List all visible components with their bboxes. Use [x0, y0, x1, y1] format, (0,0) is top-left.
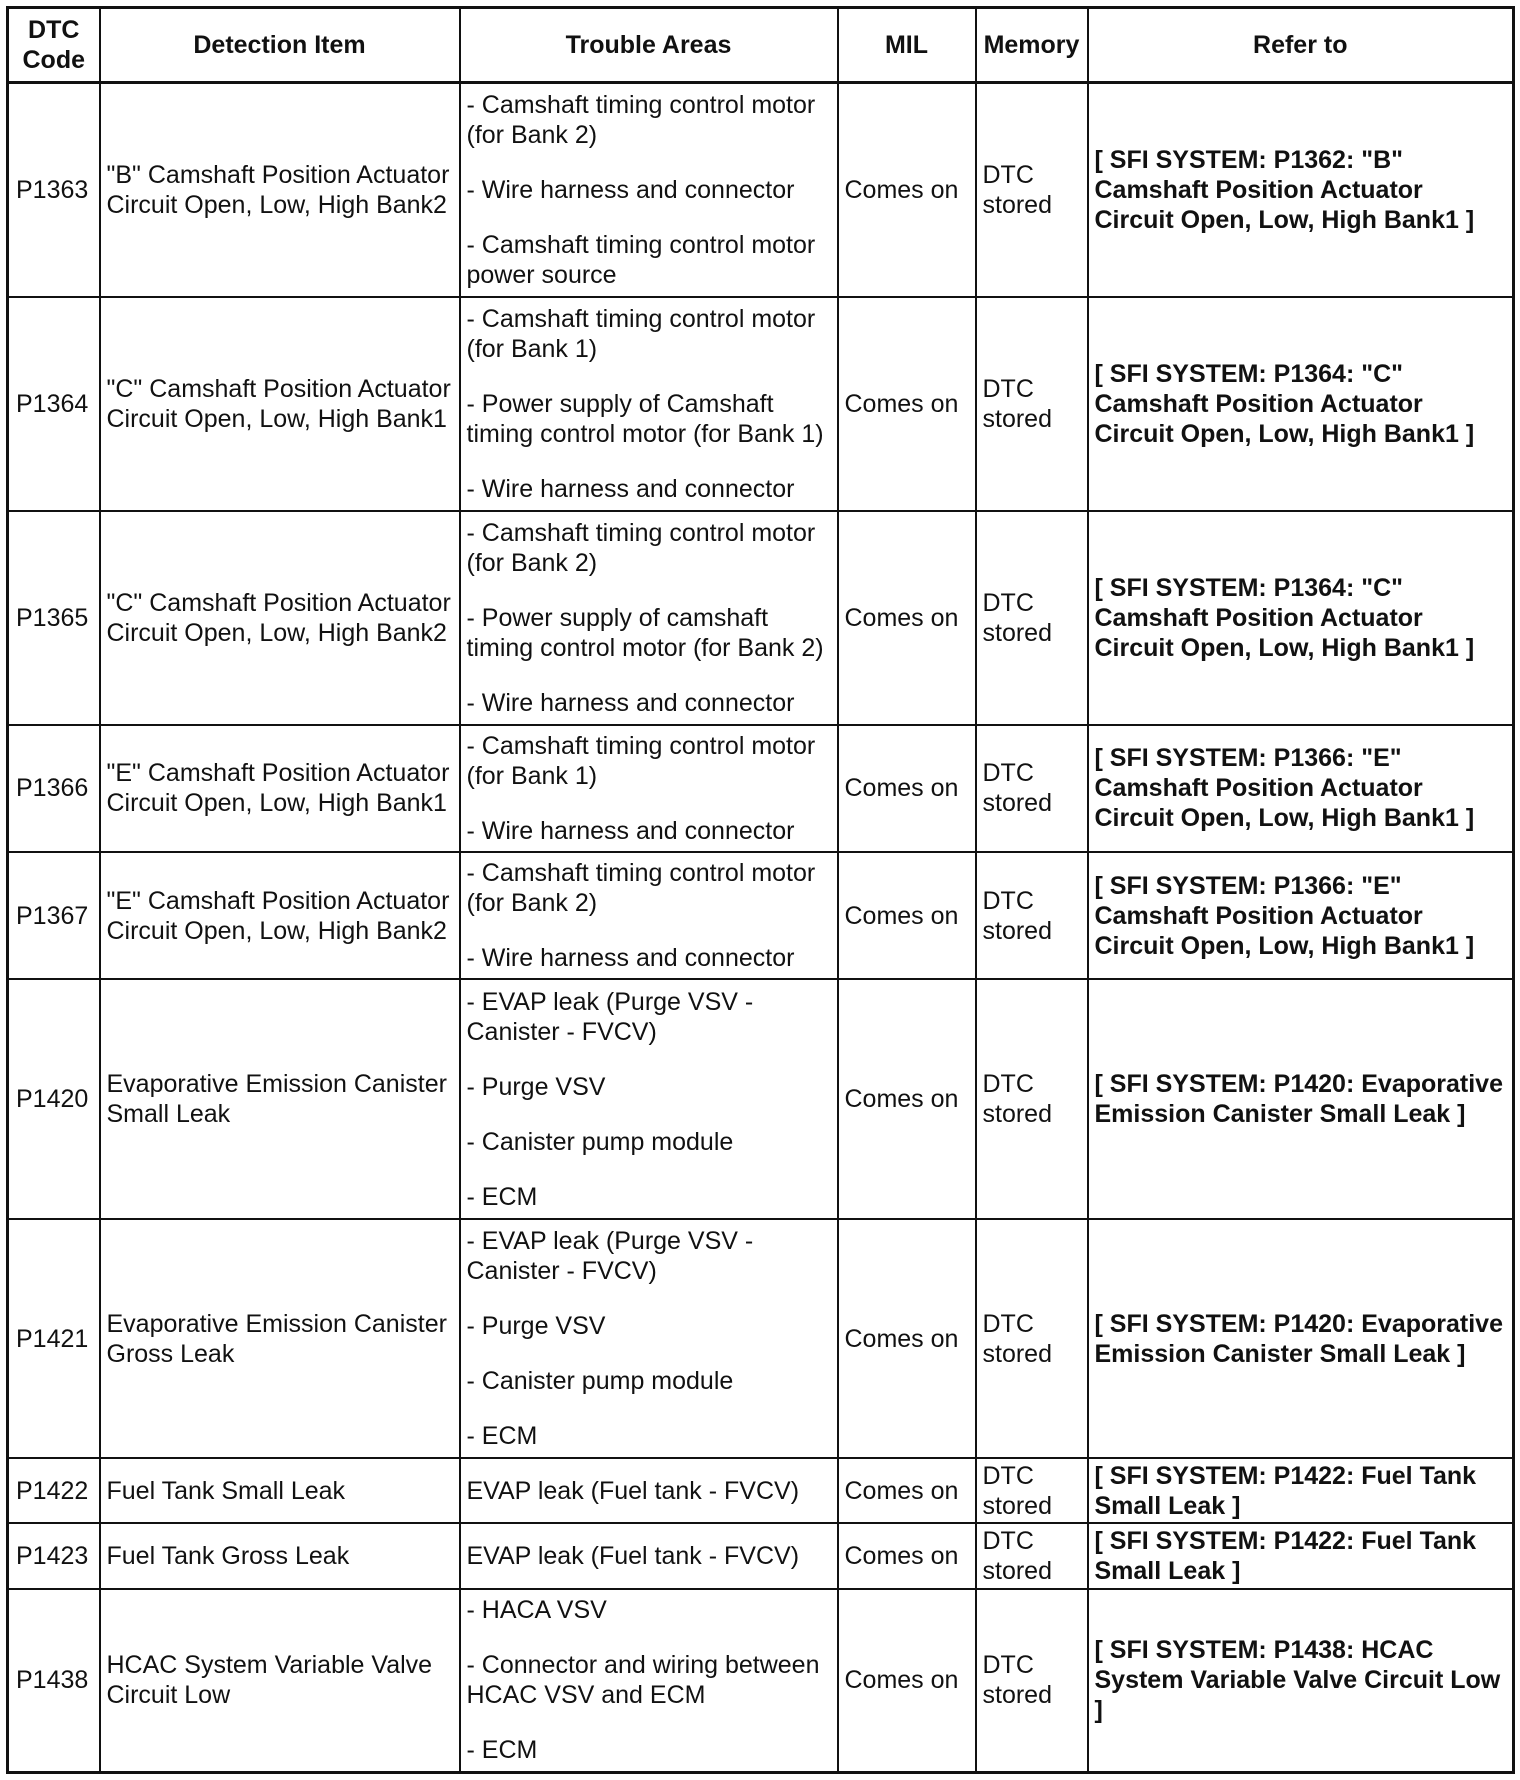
detection-item-cell: "C" Camshaft Position Actuator Circuit Open, Low, High Bank2 [100, 511, 460, 725]
trouble-area-item: - Power supply of camshaft timing control motor (for Bank 2) [466, 603, 824, 662]
refer-to-cell: [ SFI SYSTEM: P1438: HCAC System Variable Valve Circuit Low ] [1088, 1589, 1514, 1773]
trouble-area-item: - Wire harness and connector [466, 688, 795, 717]
table-row [8, 979, 1514, 1218]
trouble-area-item: - ECM [466, 1182, 538, 1211]
mil-cell: Comes on [838, 1523, 976, 1588]
trouble-area-item: - HACA VSV [466, 1596, 607, 1625]
refer-to-cell: [ SFI SYSTEM: P1364: "C" Camshaft Position Actuator Circuit Open, Low, High Bank1 ] [1088, 511, 1514, 725]
memory-cell: DTC stored [976, 83, 1088, 297]
trouble-area-item: - Camshaft timing control motor (for Bank 2) [466, 90, 816, 149]
detection-item-cell: HCAC System Variable Valve Circuit Low [100, 1589, 460, 1773]
table-header-row [8, 8, 1514, 83]
dtc-code-cell: P1363 [8, 83, 100, 297]
trouble-areas-cell [460, 83, 838, 297]
trouble-area-item: - Camshaft timing control motor (for Bank 2) [466, 859, 816, 918]
trouble-area-item: - Purge VSV [466, 1312, 606, 1340]
refer-to-cell: [ SFI SYSTEM: P1420: Evaporative Emission Canister Small Leak ] [1088, 1219, 1514, 1458]
dtc-code-cell: P1421 [8, 1219, 100, 1458]
dtc-code-cell: P1365 [8, 511, 100, 725]
mil-cell: Comes on [838, 297, 976, 511]
refer-to-cell: [ SFI SYSTEM: P1364: "C" Camshaft Position Actuator Circuit Open, Low, High Bank1 ] [1088, 297, 1514, 511]
detection-item-cell: Evaporative Emission Canister Gross Leak [100, 1219, 460, 1458]
trouble-area-item: - Canister pump module [466, 1127, 734, 1156]
trouble-areas-cell [460, 979, 838, 1218]
dtc-code-cell: P1366 [8, 725, 100, 852]
table-row [8, 297, 1514, 511]
dtc-code-cell: P1438 [8, 1589, 100, 1773]
detection-item-cell: Evaporative Emission Canister Small Leak [100, 979, 460, 1218]
refer-to-cell: [ SFI SYSTEM: P1366: "E" Camshaft Position Actuator Circuit Open, Low, High Bank1 ] [1088, 852, 1514, 979]
trouble-areas-cell [460, 725, 838, 852]
mil-cell: Comes on [838, 1219, 976, 1458]
trouble-area-item: - Wire harness and connector [466, 816, 795, 845]
header-memory: Memory [976, 8, 1088, 83]
table-row [8, 725, 1514, 852]
detection-item-cell: "B" Camshaft Position Actuator Circuit Open, Low, High Bank2 [100, 83, 460, 297]
mil-cell: Comes on [838, 979, 976, 1218]
trouble-area-item: - Camshaft timing control motor (for Bank 1) [466, 304, 816, 363]
memory-cell: DTC stored [976, 979, 1088, 1218]
table-row [8, 1589, 1514, 1773]
mil-cell: Comes on [838, 83, 976, 297]
memory-cell: DTC stored [976, 1523, 1088, 1588]
table-row [8, 1523, 1514, 1588]
trouble-areas-cell [460, 1219, 838, 1458]
dtc-code-cell: P1422 [8, 1458, 100, 1523]
mil-cell: Comes on [838, 511, 976, 725]
trouble-areas-cell [460, 511, 838, 725]
trouble-area-item: - Wire harness and connector [466, 944, 795, 973]
trouble-areas-cell [460, 852, 838, 979]
refer-to-cell: [ SFI SYSTEM: P1422: Fuel Tank Small Leak ] [1088, 1458, 1514, 1523]
trouble-area-item: - Camshaft timing control motor (for Bank 1) [466, 731, 816, 790]
trouble-area-item: - Camshaft timing control motor (for Bank 2) [466, 518, 816, 577]
trouble-area-item: - ECM [466, 1422, 538, 1450]
trouble-area-item: - ECM [466, 1736, 538, 1765]
table-row [8, 83, 1514, 297]
mil-cell: Comes on [838, 1458, 976, 1523]
table-row [8, 852, 1514, 979]
trouble-area-item: - Wire harness and connector [466, 474, 795, 503]
detection-item-cell: Fuel Tank Gross Leak [100, 1523, 460, 1588]
dtc-code-cell: P1364 [8, 297, 100, 511]
trouble-area-item: - EVAP leak (Purge VSV - Canister - FVCV) [466, 1227, 754, 1285]
dtc-table [6, 6, 1515, 1774]
header-dtc-code [8, 8, 100, 83]
memory-cell: DTC stored [976, 852, 1088, 979]
header-dtc-code-line1: DTC [28, 16, 80, 44]
memory-cell: DTC stored [976, 1219, 1088, 1458]
header-trouble-areas: Trouble Areas [460, 8, 838, 83]
trouble-areas-cell [460, 1458, 838, 1523]
trouble-area-item: - EVAP leak (Purge VSV - Canister - FVCV) [466, 987, 754, 1046]
trouble-area-item: - Purge VSV [466, 1072, 606, 1101]
trouble-area-item: - Power supply of Camshaft timing control motor (for Bank 1) [466, 389, 824, 448]
refer-to-cell: [ SFI SYSTEM: P1366: "E" Camshaft Position Actuator Circuit Open, Low, High Bank1 ] [1088, 725, 1514, 852]
memory-cell: DTC stored [976, 725, 1088, 852]
header-detection-item: Detection Item [100, 8, 460, 83]
table-row [8, 1219, 1514, 1458]
table-body [8, 83, 1514, 1773]
header-mil: MIL [838, 8, 976, 83]
refer-to-cell: [ SFI SYSTEM: P1422: Fuel Tank Small Leak ] [1088, 1523, 1514, 1588]
detection-item-cell: "E" Camshaft Position Actuator Circuit Open, Low, High Bank1 [100, 725, 460, 852]
table-row [8, 511, 1514, 725]
mil-cell: Comes on [838, 725, 976, 852]
trouble-area-item: EVAP leak (Fuel tank - FVCV) [466, 1541, 800, 1570]
table-row [8, 1458, 1514, 1523]
refer-to-cell: [ SFI SYSTEM: P1362: "B" Camshaft Position Actuator Circuit Open, Low, High Bank1 ] [1088, 83, 1514, 297]
mil-cell: Comes on [838, 1589, 976, 1773]
mil-cell: Comes on [838, 852, 976, 979]
trouble-area-item: EVAP leak (Fuel tank - FVCV) [466, 1476, 800, 1505]
header-refer-to: Refer to [1088, 8, 1514, 83]
detection-item-cell: "E" Camshaft Position Actuator Circuit Open, Low, High Bank2 [100, 852, 460, 979]
memory-cell: DTC stored [976, 1458, 1088, 1523]
trouble-areas-cell [460, 297, 838, 511]
refer-to-cell: [ SFI SYSTEM: P1420: Evaporative Emission Canister Small Leak ] [1088, 979, 1514, 1218]
trouble-area-item: - Camshaft timing control motor power source [466, 230, 816, 289]
memory-cell: DTC stored [976, 1589, 1088, 1773]
dtc-code-cell: P1423 [8, 1523, 100, 1588]
trouble-area-item: - Connector and wiring between HCAC VSV and ECM [466, 1651, 820, 1710]
memory-cell: DTC stored [976, 511, 1088, 725]
header-dtc-code-line2: Code [22, 46, 85, 74]
dtc-code-cell: P1367 [8, 852, 100, 979]
trouble-areas-cell [460, 1523, 838, 1588]
detection-item-cell: "C" Camshaft Position Actuator Circuit Open, Low, High Bank1 [100, 297, 460, 511]
trouble-area-item: - Canister pump module [466, 1367, 734, 1395]
trouble-area-item: - Wire harness and connector [466, 175, 795, 204]
dtc-code-cell: P1420 [8, 979, 100, 1218]
memory-cell: DTC stored [976, 297, 1088, 511]
trouble-areas-cell [460, 1589, 838, 1773]
detection-item-cell: Fuel Tank Small Leak [100, 1458, 460, 1523]
